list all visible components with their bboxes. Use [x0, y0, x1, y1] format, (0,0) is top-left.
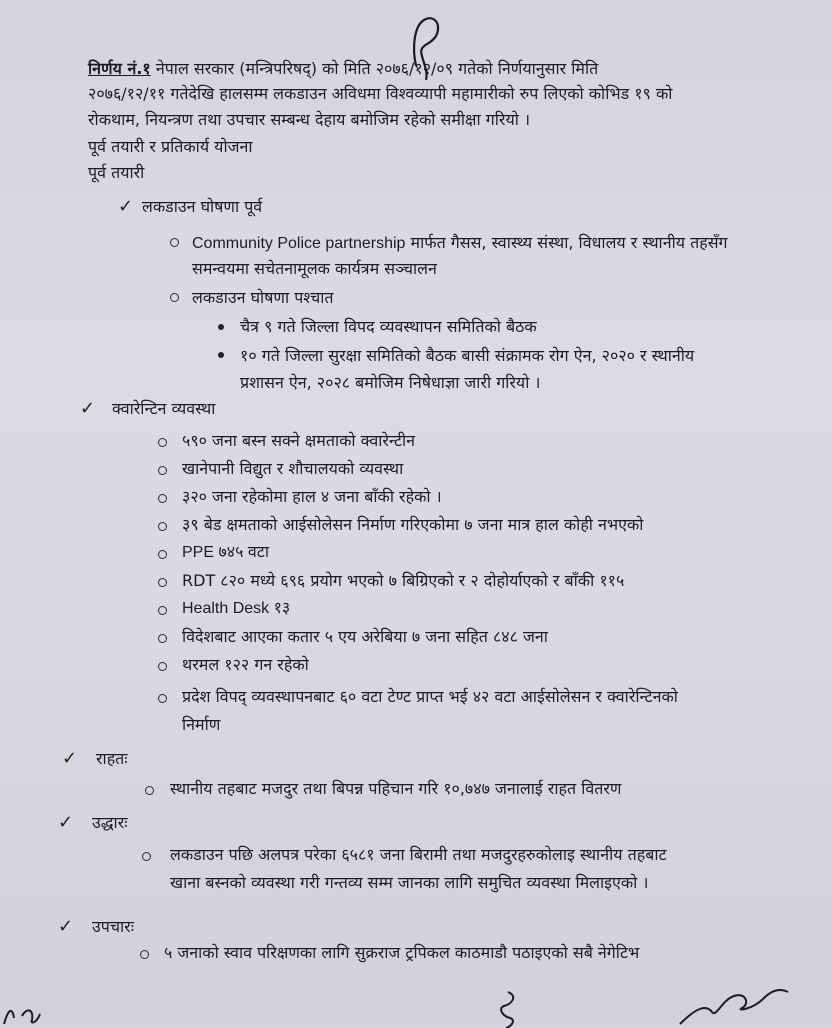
circle-bullet-icon — [158, 606, 167, 615]
check-icon: ✓ — [80, 398, 96, 419]
heading-prep: पूर्व तयारी — [88, 163, 145, 182]
decision-label: निर्णय नं.१ — [88, 59, 151, 78]
lockdown-sub-2-line2: प्रशासन ऐन, २०२८ बमोजिम निषेधाज्ञा जारी गरियो । — [240, 373, 541, 392]
check-icon: ✓ — [58, 812, 74, 833]
bottom-signature-left — [0, 996, 60, 1026]
circle-bullet-icon — [158, 634, 167, 643]
quarantine-item-10-line2: निर्माण — [182, 715, 221, 734]
relief-title: राहतः — [96, 749, 128, 768]
header-line-1 — [88, 58, 598, 80]
quarantine-item-5: PPE ७४५ वटा — [182, 544, 269, 561]
lockdown-item-2: लकडाउन घोषणा पश्चात — [192, 288, 334, 307]
rescue-item-line1: लकडाउन पछि अलपत्र परेका ६५८१ जना बिरामी तथा मजदुरहरुकोलाइ स्थानीय तहबाट — [170, 845, 667, 864]
lockdown-item-1-latin: Community Police partnership — [192, 235, 406, 252]
lockdown-sub-1: चैत्र ९ गते जिल्ला विपद व्यवस्थापन समितिको बैठक — [240, 317, 537, 336]
lockdown-sub-2-line1: १० गते जिल्ला सुरक्षा समितिको बैठक बासी संक्रामक रोग ऐन, २०२० र स्थानीय — [240, 346, 695, 365]
quarantine-item-1: ५९० जना बस्न सक्ने क्षमताको क्वारेन्टीन — [182, 431, 416, 450]
treatment-item: ५ जनाको स्वाव परिक्षणका लागि सुक्रराज ट्रपिकल काठमाडौ पठाइएको सबै नेगेटिभ — [164, 943, 640, 962]
circle-bullet-icon — [158, 522, 167, 531]
header-line-3: रोकथाम, नियन्त्रण तथा उपचार सम्बन्ध देहाय बमोजिम रहेको समीक्षा गरियो । — [88, 110, 531, 129]
quarantine-item-10: प्रदेश विपद् व्यवस्थापनबाट ६० वटा टेण्ट प्राप्त भई ४२ वटा आईसोलेसन र क्वारेन्टिनको — [182, 687, 678, 706]
circle-bullet-icon — [145, 786, 154, 795]
circle-bullet-icon — [140, 950, 149, 959]
header-line-2: २०७६/१२/११ गतेदेखि हालसम्म लकडाउन अविधमा विश्वव्यापी महामारीको रुप लिएको कोभिड १९ को — [88, 84, 673, 103]
circle-bullet-icon — [142, 852, 151, 861]
quarantine-item-4: ३९ बेड क्षमताको आईसोलेसन निर्माण गरिएकोमा ७ जना मात्र हाल कोही नभएको — [182, 515, 644, 534]
dot-bullet-icon — [218, 352, 224, 358]
bottom-signature-middle — [488, 988, 538, 1028]
lockdown-title: लकडाउन घोषणा पूर्व — [142, 197, 263, 216]
lockdown-item-1 — [192, 232, 728, 255]
circle-bullet-icon — [170, 238, 179, 247]
header-line-1-text: नेपाल सरकार (मन्त्रिपरिषद्) को मिति २०७६/१२/०९ गतेको निर्णयानुसार मिति — [155, 59, 599, 78]
dot-bullet-icon — [218, 324, 224, 330]
check-icon: ✓ — [58, 916, 74, 937]
quarantine-item-8: विदेशबाट आएका कतार ५ एय अरेबिया ७ जना सहित ८४८ जना — [182, 627, 548, 646]
circle-bullet-icon — [170, 293, 179, 302]
circle-bullet-icon — [158, 694, 167, 703]
circle-bullet-icon — [158, 438, 167, 447]
quarantine-item-9: थरमल १२२ गन रहेको — [182, 655, 309, 674]
treatment-title: उपचारः — [92, 917, 134, 936]
quarantine-item-2: खानेपानी विद्युत र शौचालयको व्यवस्था — [182, 459, 404, 478]
circle-bullet-icon — [158, 578, 167, 587]
heading-plan: पूर्व तयारी र प्रतिकार्य योजना — [88, 137, 253, 156]
quarantine-title: क्वारेन्टिन व्यवस्था — [112, 399, 216, 418]
circle-bullet-icon — [158, 662, 167, 671]
relief-item: स्थानीय तहबाट मजदुर तथा बिपन्न पहिचान गरि १०,७४७ जनालाई राहत वितरण — [170, 779, 622, 798]
check-icon: ✓ — [118, 196, 134, 217]
quarantine-item-3: ३२० जना रहेकोमा हाल ४ जना बाँकी रहेको । — [182, 487, 442, 506]
circle-bullet-icon — [158, 494, 167, 503]
check-icon: ✓ — [62, 748, 78, 769]
quarantine-item-6: RDT ८२० मध्ये ६९६ प्रयोग भएको ७ बिग्रिएको र २ दोहोर्याएको र बाँकी ११५ — [182, 571, 625, 590]
lockdown-item-1-rest: मार्फत गैसस, स्वास्थ्य संस्था, विधालय र स्थानीय तहसँग — [410, 233, 728, 252]
quarantine-item-7: Health Desk १३ — [182, 600, 291, 617]
bottom-signature-right — [676, 978, 796, 1028]
circle-bullet-icon — [158, 550, 167, 559]
lockdown-item-1-line2: समन्वयमा सचेतनामूलक कार्यत्रम सञ्चालन — [192, 259, 437, 278]
circle-bullet-icon — [158, 466, 167, 475]
rescue-item-line2: खाना बस्नको व्यवस्था गरी गन्तव्य सम्म जानका लागि समुचित व्यवस्था मिलाइएको । — [170, 873, 649, 892]
rescue-title: उद्धारः — [92, 813, 128, 832]
